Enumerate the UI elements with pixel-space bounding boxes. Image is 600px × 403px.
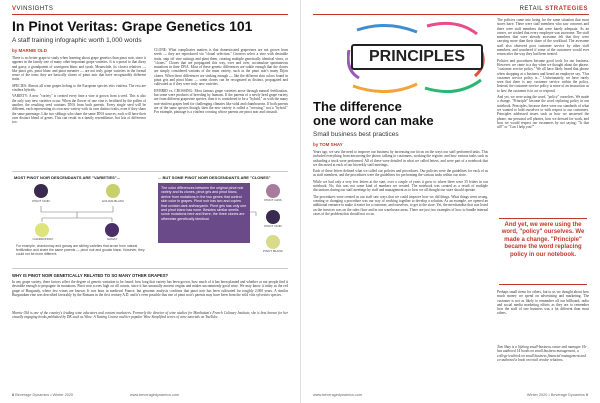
pull-quote: And yet, we were using the word, "policy" ourselves. We made a change. "Principle" became the word replacing policy in our notebook. bbox=[501, 222, 585, 258]
principles-artwork bbox=[347, 20, 487, 98]
left-column-1 bbox=[12, 56, 146, 126]
paragraph: HYBRID vs. CROSSING: Most famous grape varieties arose through natural fertilization, but some were products of breeding by humans. If the parents of a newly bred grape variety are from different grapevine species, then it is considered to be a "hybrid," as with the many non-vinifera grapes bred for challenging climates like vidal and chambourcin. If both parents are of the same species though, then the new variety is called a "crossing," not a "hybrid." For example, pinotage is a vinifera crossing whose parents are pinot noir and cinsault. bbox=[154, 88, 288, 115]
bottom-text: In any grape variety, there factors affect the degree of genetic variation to be found: how long that variety has been grown, how much of it has been planted and whether or not people find it desirable enough to propagate its mutations. Pinot noir scores high on all counts, since it has unusually ancient origins and makes uncommonly good wine. We may know it today as the red grape of Burgundy, where few wines are known. It was born in medieval France, but genomic analysis confirms that pinot noir has been cultivated for roughly 2,000 years. A similar Burgundian vine was described favorably by the Romans in the first century A.D. and it's even possible that one of pinot noir's parents may have been from the wild vitis sylvestris species. bbox=[12, 280, 288, 297]
article-kicker: A staff training infographic worth 1,000 words bbox=[12, 37, 142, 44]
graphic-right-title: ... BUT SOME PINOT NOIR DESCENDANTS ARE "CLONES" bbox=[158, 175, 271, 180]
article-byline: by TOM SHAY bbox=[313, 142, 343, 147]
pull-quote-rule-top bbox=[499, 218, 587, 219]
chardonnay-grape-icon bbox=[35, 223, 49, 237]
clone-callout: The color differences between the original pinot noir variety and its clones, pinot gris and pinot blanc, derive from mutations in the two genes that control skin color in grapes. Pinot noir has two and copies that contain dark anthocyanin. Pinot gris has only one and pinot blanc has none. Besides similar smells some mutations here and there, the three clones are otherwise genetically identical. bbox=[158, 183, 250, 243]
paragraph: There is no better grape to study when learning about grape genetics than pinot noir, since it appears in the family tree of many other important grape varieties. It is a portal to that dizzy and gassy, a grandparent of sauvignon blanc and syrah, Meanwhile, its closest relatives — like pinot gris, pinot blanc and pinot meunier — are not truly grape varieties in the formal sense of the term; they are basically clones of pinot noir that have recognizably different traits. bbox=[12, 56, 146, 82]
article-title bbox=[313, 100, 434, 128]
right-footer-url: www.beveragedynamics.com bbox=[313, 393, 363, 397]
pinot-blanc-grape-icon bbox=[266, 235, 280, 249]
article-kicker: Small business best practices bbox=[313, 131, 399, 138]
pinot-noir-clone-label: PINOT NOIR bbox=[264, 224, 282, 228]
paragraph: And yet, we were using the word, "policy" ourselves. We made a change. "Principle" became the word replacing policy in our notebook. Principles, because there were our standards of what we wanted to hold ourselves to with respect to our customers. Principles addressed issues such as how we answered the phone, our personal cell phones, how we dressed for work, and how we would respect our customers by not saying, "Is that all?" or "Can I help you?" bbox=[497, 95, 589, 130]
gouais-blanc-label: GOUAIS BLANC bbox=[101, 199, 125, 203]
left-graphic-caption: For example, chardonnay and gamay are sibling varieties that arose from natural fertilization and share the same parents — pinot noir and gouais blanc. However, they could not be more different. bbox=[16, 244, 145, 256]
header-rule bbox=[313, 14, 589, 15]
title-line-2: one word can make bbox=[313, 113, 434, 128]
graphic-left-title: MOST PINOT NOIR DESCENDANTS ARE "VARIETIES"... bbox=[14, 175, 121, 180]
pinot-blanc-label: PINOT BLANC bbox=[263, 249, 283, 253]
section-label: RETAIL STRATEGIES bbox=[519, 6, 588, 12]
paragraph: VARIETY: A new "variety" is created every time a vine is grown from a seed. This is also the only way new varieties occur. When the flower of one vine is fertilized by the pollen of another, the resulting seed contains DNA from both parents. Every single seed will be different, each representing its own new variety with its own distinct traits, even if they share the same parentage. Like two siblings who share the same DNA sources, each will have their own distinct blend of genes. This can result in a family resemblance, but lots of difference too. bbox=[12, 94, 146, 125]
right-page bbox=[300, 0, 600, 403]
pull-quote-rule-bottom bbox=[499, 284, 587, 285]
article-byline: by MARNIE OLD bbox=[12, 48, 48, 53]
gamay-grape-icon bbox=[105, 223, 119, 237]
paragraph: Each of these letters defined what we called our policies and procedures. Our policies were the guidelines for each of us as staff members, and the procedures were the guidelines for performing the various tasks within our store. bbox=[313, 169, 488, 178]
header-rule bbox=[12, 14, 288, 15]
article-title: In Pinot Veritas: Grape Genetics 101 bbox=[12, 18, 253, 34]
pinot-noir-label: PINOT NOIR bbox=[32, 199, 50, 203]
pinot-noir-clone-icon bbox=[266, 210, 280, 224]
right-column-1 bbox=[313, 150, 488, 218]
paragraph: While we had only a very few letters at the start, over a couple of years it grew to where there were 35 letters in our notebook. No, this was not some kind of numbers we created. The notebook was created as a result of multiple discussions during our staff meetings by staff and management as to how we all thought our store should operate. bbox=[313, 179, 488, 193]
right-column-3: Perhaps small items for others, but to us we thought about how much money we spend on advertising and marketing. The customer is not as likely to remember all our billboard, radio and social media marketing efforts as they are to remember how the staff of one business was a lot different than most others. bbox=[497, 290, 589, 316]
paragraph: SPECIES: Almost all wine grapes belong to the European species vitis vinifera. The rest are vinifera hybrids. bbox=[12, 83, 146, 93]
title-line-1: The difference bbox=[313, 99, 402, 114]
pinot-gris-grape-icon bbox=[266, 184, 280, 198]
principles-word: PRINCIPLES bbox=[351, 44, 483, 70]
paragraph: The procedures were created as our staff saw ways that we could improve how we did things. What things went wrong, creating or changing a procedure was our way of working together to develop a solution. As an example, we opened an additional entrance to make it easier for a customer, and ourselves, to get to the store. Yet, the merchandise that was listed on the invoices was on the sales floor and in our warehouse areas. There are just two examples of how to handle internal cases of the problem that should not occur. bbox=[313, 194, 488, 216]
gamay-label: GAMAY bbox=[106, 237, 118, 241]
chardonnay-label: CHARDONNAY bbox=[32, 237, 54, 241]
bottom-subhead: WHY IS PINOT NOIR GENETICALLY RELATED TO SO MANY OTHER GRAPES? bbox=[12, 273, 169, 278]
right-footer-page: Winter 2020 • Beverage Dynamics 9 bbox=[526, 393, 588, 397]
pinot-gris-label: PINOT GRIS bbox=[264, 198, 282, 202]
author-note: Marnie Old is one of the country's leading wine educators and content marketers. Formerly the director of wine studies for Manhattan's French Culinary Institute, she is best known for her visually engaging books published by DK such as Wine: A Tasting Course and her popular Wine Simplified series of wine tutorials on YouTube. bbox=[12, 311, 288, 320]
left-footer-url: www.beveragedynamics.com bbox=[130, 393, 180, 397]
author-bio: Tom Shay is a lifelong small-business owner and manager. He has authored 14 books on small business management, a college textbook on small business financial management and co-authored a book on retail vendor relations. bbox=[497, 345, 587, 362]
genetics-infographic bbox=[12, 171, 288, 269]
paragraph: CLONE: What complicates matters is that domesticated grapevines are not grown from seeds — they are reproduced via "clonal selection." Growers select a vine with desirable traits, snip off vine cuttings and plant them, creating multiple genetically identical vines, or "clones." Clones that are propagated this way, over and over, accumulate spontaneous mutations in their DNA. Most of these genetic differences are subtle enough that the clones are simply considered variants of the main variety, such as the pinot noir's many Dijon clones. When these differences are striking enough — like the different skin colors found in pinot gris and pinot blanc — some clones can be recognized as distinct, propagated and cultivated as if they were truly new varieties. bbox=[154, 48, 288, 87]
left-footer-page: 8 Beverage Dynamics • Winter 2020 bbox=[12, 393, 74, 397]
paragraph: The policies came into being for the same situation that most stores have. There were staff members who saw concerns and there were staff members that were barely adequate. As an owner, we wished that every employee was awesome. The staff members that were already awesome felt that they were carrying more than their share of the workload. The awesome staff also observed poor customer service by other staff members, and wondered if some of the customers would ever return after the way they had been treated. bbox=[497, 18, 589, 57]
section-label: VVINSIGHTS bbox=[12, 6, 54, 12]
right-column-2 bbox=[497, 18, 589, 131]
left-column-2 bbox=[154, 48, 288, 116]
paragraph: Policies and procedures became good tools for our business. However, we came to a day when we thought about the phrase, "customer service policy." We all have likely heard that phrase when shopping at a business and heard an employee say, "Our customer service policy is..." Unfortunately, we have rarely seen that there is any customer service within the policy. Instead, the customer service policy is more of an instruction as to how the customer is to act or respond. bbox=[497, 58, 589, 93]
paragraph: Years ago, we saw the need to improve our business by increasing our focus on the ways our staff performed tasks. This included everything from answering the phone, talking to customers, working the register, and how various tasks such as unloading a truck were performed. All of these were detailed in what we called letters, and were part of a notebook that we discussed at each of our biweekly staff meetings. bbox=[313, 150, 488, 167]
